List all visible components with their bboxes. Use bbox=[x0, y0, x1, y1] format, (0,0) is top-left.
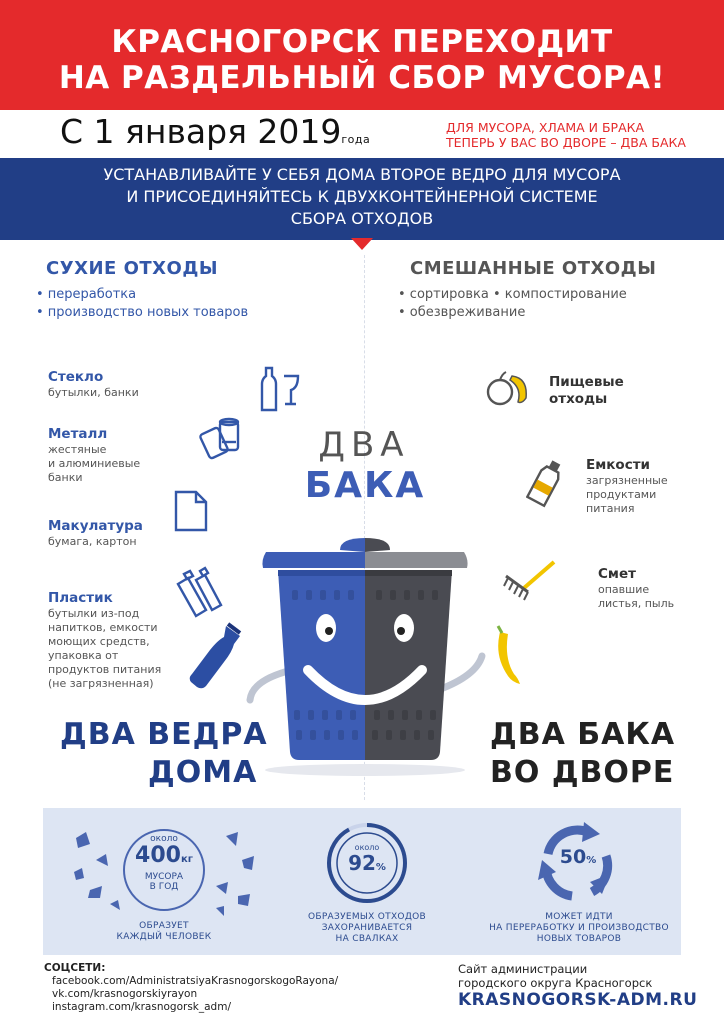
food-title-1: Пищевые bbox=[549, 374, 624, 390]
stat-50 bbox=[548, 846, 608, 868]
mixed-waste-title: СМЕШАННЫЕ ОТХОДЫ bbox=[410, 258, 657, 279]
site-block bbox=[458, 962, 697, 1010]
metal-desc-2: и алюминиевые bbox=[48, 457, 141, 470]
containers-desc-2: продуктами bbox=[586, 488, 657, 501]
two-bins-illustration bbox=[230, 530, 500, 782]
site-line-2: городского округа Красногорск bbox=[458, 976, 653, 990]
band-line-1: УСТАНАВЛИВАЙТЕ У СЕБЯ ДОМА ВТОРОЕ ВЕДРО ДЛЯ МУСОРА bbox=[103, 165, 621, 184]
mixed-bullet-neutralizing: • обезвреживание bbox=[398, 305, 526, 320]
stat-400-value: 400 bbox=[135, 843, 181, 868]
title-line-1: КРАСНОГОРСК ПЕРЕХОДИТ bbox=[111, 24, 613, 60]
mixed-item-containers bbox=[586, 457, 668, 516]
stat-400-top: около bbox=[150, 834, 178, 844]
mixed-item-sweepings bbox=[598, 566, 674, 611]
stat-400-cap-1: ОБРАЗУЕТ bbox=[139, 921, 189, 931]
date-suffix: года bbox=[341, 133, 371, 146]
stat-92-unit: % bbox=[375, 862, 386, 873]
stat-400-mid-1: МУСОРА bbox=[144, 872, 184, 882]
metal-cans-icon bbox=[198, 412, 246, 462]
bottle-glass-icon bbox=[256, 364, 302, 412]
stat-400kg bbox=[124, 834, 204, 892]
plastic-desc-6: (не загрязненная) bbox=[48, 677, 154, 690]
stat-92-cap-1: ОБРАЗУЕМЫХ ОТХОДОВ bbox=[307, 912, 427, 922]
plastic-desc-4: упаковка от bbox=[48, 649, 119, 662]
plastic-desc-1: бутылки из-под bbox=[48, 607, 140, 620]
start-date bbox=[60, 112, 370, 160]
instagram-link[interactable]: instagram.com/krasnogorsk_adm/ bbox=[52, 1001, 231, 1013]
metal-title: Металл bbox=[48, 426, 108, 442]
dry-bullet-recycling: • переработка bbox=[36, 287, 137, 302]
stat-92-caption bbox=[292, 912, 442, 945]
metal-desc-1: жестяные bbox=[48, 443, 107, 456]
site-url-link[interactable]: KRASNOGORSK-ADM.RU bbox=[458, 990, 698, 1010]
stat-400-mid-2: В ГОД bbox=[149, 882, 179, 892]
page-title bbox=[0, 24, 724, 96]
containers-desc-3: питания bbox=[586, 502, 635, 515]
band-notch bbox=[351, 238, 373, 250]
rake-icon bbox=[502, 558, 558, 604]
stat-92-cap-3: НА СВАЛКАХ bbox=[335, 934, 399, 944]
stat-50-cap-3: НОВЫХ ТОВАРОВ bbox=[536, 934, 622, 944]
paper-icon bbox=[172, 490, 208, 532]
title-line-2: НА РАЗДЕЛЬНЫЙ СБОР МУСОРА! bbox=[58, 60, 666, 96]
facebook-link[interactable]: facebook.com/AdministratsiyaKrasnogorskogoRayona/ bbox=[52, 975, 339, 987]
stat-92 bbox=[332, 843, 402, 879]
dry-bullet-production: • производство новых товаров bbox=[36, 305, 249, 320]
stat-400-cap-2: КАЖДЫЙ ЧЕЛОВЕК bbox=[116, 932, 212, 942]
dry-item-glass bbox=[48, 369, 139, 400]
paper-desc: бумага, картон bbox=[48, 535, 137, 548]
social-links bbox=[44, 962, 338, 1014]
dry-waste-title: СУХИЕ ОТХОДЫ bbox=[46, 258, 219, 279]
glass-desc: бутылки, банки bbox=[48, 386, 139, 399]
date-note-line-2: ТЕПЕРЬ У ВАС ВО ДВОРЕ – ДВА БАКА bbox=[446, 135, 686, 150]
info-band-text bbox=[0, 164, 724, 230]
date-note bbox=[446, 120, 686, 150]
paper-title: Макулатура bbox=[48, 518, 143, 534]
stat-50-unit: % bbox=[586, 855, 597, 866]
band-line-3: СБОРА ОТХОДОВ bbox=[290, 209, 434, 228]
two-bins-line-2: ВО ДВОРЕ bbox=[490, 755, 675, 790]
plastic-desc-3: моющих средств, bbox=[48, 635, 150, 648]
plastic-bottles-icon bbox=[170, 566, 224, 618]
plastic-title: Пластик bbox=[48, 590, 113, 606]
site-line-1: Сайт администрации bbox=[458, 962, 588, 976]
dry-item-paper bbox=[48, 518, 143, 549]
stat-50-cap-2: НА ПЕРЕРАБОТКУ И ПРОИЗВОДСТВО bbox=[489, 923, 669, 933]
stat-400-unit: кг bbox=[180, 854, 193, 865]
center-title-line-2: БАКА bbox=[304, 465, 426, 506]
stat-92-cap-2: ЗАХОРАНИВАЕТСЯ bbox=[321, 923, 413, 933]
mixed-item-food bbox=[549, 374, 624, 408]
dry-item-metal bbox=[48, 426, 140, 485]
dirty-bottle-icon bbox=[526, 458, 566, 508]
band-line-2: И ПРИСОЕДИНЯЙТЕСЬ К ДВУХКОНТЕЙНЕРНОЙ СИСТЕМЕ bbox=[126, 187, 598, 206]
two-buckets-home bbox=[60, 716, 268, 792]
stat-50-caption bbox=[484, 912, 674, 945]
sweepings-title: Смет bbox=[598, 566, 636, 582]
mixed-bullet-sorting: • сортировка • компостирование bbox=[398, 287, 627, 302]
containers-title: Емкости bbox=[586, 457, 650, 473]
stat-400-caption bbox=[104, 921, 224, 943]
center-title-line-1: ДВА bbox=[318, 425, 410, 465]
vk-link[interactable]: vk.com/krasnogorskiyrayon bbox=[52, 988, 198, 1000]
two-buckets-line-2: ДОМА bbox=[148, 755, 258, 790]
sweepings-desc-2: листья, пыль bbox=[598, 597, 675, 610]
two-bins-yard bbox=[490, 716, 675, 792]
glass-title: Стекло bbox=[48, 369, 104, 385]
food-title-2: отходы bbox=[549, 391, 608, 407]
stat-50-cap-1: МОЖЕТ ИДТИ bbox=[545, 912, 613, 922]
stat-92-value: 92 bbox=[348, 851, 376, 875]
stat-92-top: около bbox=[354, 843, 380, 852]
sweepings-desc-1: опавшие bbox=[598, 583, 650, 596]
dry-item-plastic bbox=[48, 590, 161, 691]
two-buckets-line-1: ДВА ВЕДРА bbox=[60, 717, 268, 752]
date-note-line-1: ДЛЯ МУСОРА, ХЛАМА И БРАКА bbox=[446, 120, 645, 135]
stat-50-value: 50 bbox=[559, 846, 587, 868]
plastic-desc-2: напитков, емкости bbox=[48, 621, 158, 634]
two-bins-line-1: ДВА БАКА bbox=[490, 717, 676, 752]
food-waste-icon bbox=[484, 366, 530, 410]
social-label: СОЦСЕТИ: bbox=[44, 962, 106, 974]
containers-desc-1: загрязненные bbox=[586, 474, 668, 487]
metal-desc-3: банки bbox=[48, 471, 83, 484]
date-main: С 1 января 2019 bbox=[60, 112, 342, 151]
plastic-desc-5: продуктов питания bbox=[48, 663, 162, 676]
